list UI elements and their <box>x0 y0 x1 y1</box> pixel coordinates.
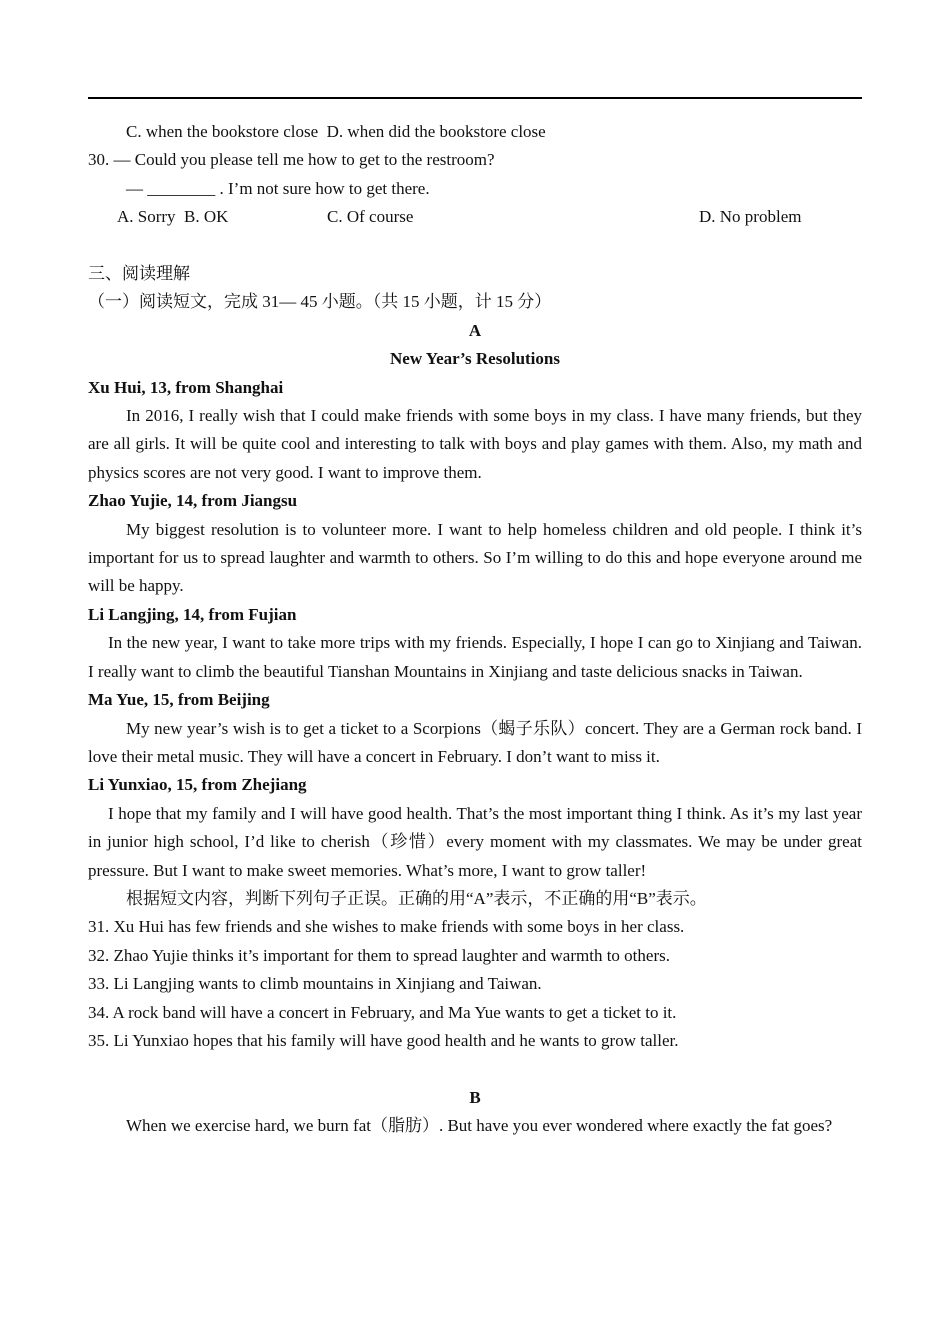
q30-answer-line: — ________ . I’m not sure how to get there. <box>126 178 430 198</box>
entry-name: Zhao Yujie, 14, from Jiangsu <box>88 491 298 511</box>
entry-name: Li Yunxiao, 15, from Zhejiang <box>88 775 307 795</box>
passage-a-letter: A <box>468 320 482 340</box>
section-instruction: （一）阅读短文，完成 31— 45 小题。（共 15 小题，计 15 分） <box>88 292 552 312</box>
section-title: 三、阅读理解 <box>88 264 190 283</box>
q30-question: 30. — Could you please tell me how to get to the restroom? <box>88 150 495 170</box>
question-33: 33. Li Langjing wants to climb mountains in Xinjiang and Taiwan. <box>88 974 542 994</box>
document-page <box>88 118 862 1141</box>
passage-b-text: When we exercise hard, we burn fat（脂肪）. But have you ever wondered where exactly the fat goes? <box>126 1116 833 1136</box>
entry-text: My new year’s wish is to get a ticket to a Scorpions（蝎子乐队）concert. They are a German rock band. I love their metal music. They will have a concert in February. I don’t want to miss it. <box>88 718 862 766</box>
q30-option-d: D. No problem <box>699 207 802 227</box>
question-32: 32. Zhao Yujie thinks it’s important for them to spread laughter and warmth to others. <box>88 945 670 965</box>
entry-text: In the new year, I want to take more trips with my friends. Especially, I hope I can go to Xinjiang and Taiwan. I really want to climb the beautiful Tianshan Mountains in Xinjiang and taste delicious snacks in Taiwan. <box>88 633 862 681</box>
question-31: 31. Xu Hui has few friends and she wishes to make friends with some boys in her class. <box>88 917 685 937</box>
entry-text: My biggest resolution is to volunteer more. I want to help homeless children and old people. I think it’s important for us to spread laughter and warmth to others. So I’m willing to do this and hope everyone around me will be happy. <box>88 519 862 596</box>
header-rule <box>88 97 862 99</box>
q29-options-tail: C. when the bookstore close D. when did the bookstore close <box>126 122 546 141</box>
entry-text: In 2016, I really wish that I could make friends with some boys in my class. I have many friends, but they are all girls. It will be quite cool and interesting to talk with boys and play games with them. Also, my math and physics scores are not very good. I want to improve them. <box>88 406 862 482</box>
entry-name: Xu Hui, 13, from Shanghai <box>88 377 284 397</box>
entry-text: I hope that my family and I will have good health. That’s the most important thing I think. As it’s my last year in junior high school, I’d like to cherish（珍惜）every moment with my classmates. We may be under great pressure. But I want to make sweet memories. What’s more, I want to grow taller! <box>88 803 862 880</box>
entry-name: Li Langjing, 14, from Fujian <box>88 604 297 624</box>
question-35: 35. Li Yunxiao hopes that his family will have good health and he wants to grow taller. <box>88 1030 679 1050</box>
q30-option-c: C. Of course <box>327 207 414 227</box>
entry-name: Ma Yue, 15, from Beijing <box>88 690 270 710</box>
passage-a-title: New Year’s Resolutions <box>390 349 560 369</box>
q30-options <box>88 203 862 231</box>
question-34: 34. A rock band will have a concert in February, and Ma Yue wants to get a ticket to it. <box>88 1002 677 1022</box>
q30-option-a-b: A. Sorry B. OK <box>117 207 229 227</box>
judge-instruction: 根据短文内容，判断下列句子正误。正确的用“A”表示，不正确的用“B”表示。 <box>126 888 707 908</box>
passage-b-letter: B <box>469 1087 481 1107</box>
